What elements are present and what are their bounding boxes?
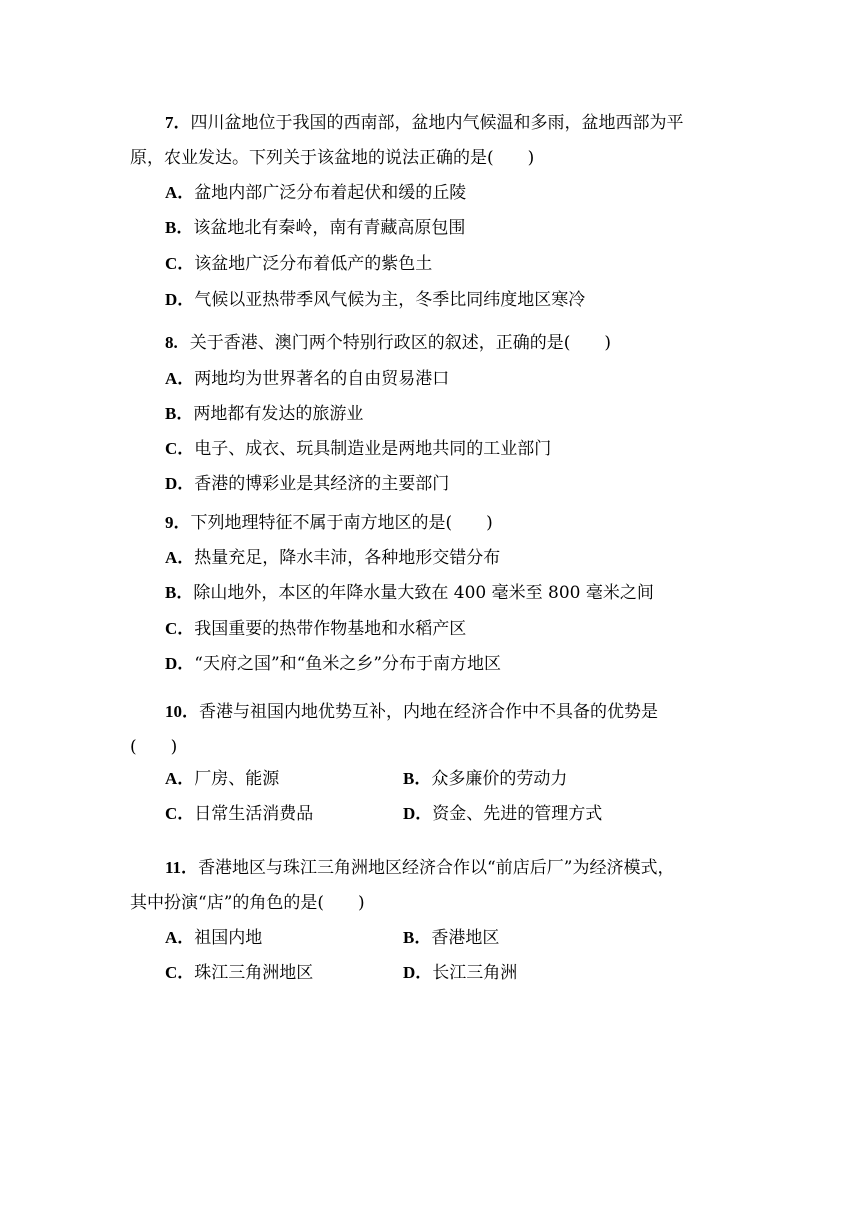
question-7-option-d[interactable] [165, 288, 585, 312]
question-10-option-a[interactable] [165, 767, 279, 791]
option-text: 众多廉价的劳动力 [431, 769, 568, 789]
option-letter: B． [403, 769, 432, 788]
option-letter: D． [403, 963, 433, 982]
question-7-stem [165, 111, 684, 135]
option-text: “天府之国”和“鱼米之乡”分布于南方地区 [194, 654, 502, 674]
option-text: 电子、成衣、玩具制造业是两地共同的工业部门 [194, 439, 552, 459]
option-text: 我国重要的热带作物基地和水稻产区 [194, 619, 467, 639]
option-text: 除山地外，本区的年降水量大致在 400 毫米至 800 毫米之间 [193, 583, 654, 603]
question-text: ( ) [130, 737, 178, 757]
question-10-stem [165, 700, 658, 724]
option-letter: A． [165, 928, 195, 947]
option-text: 两地都有发达的旅游业 [193, 404, 364, 424]
question-11-option-b[interactable] [403, 926, 499, 950]
question-9-option-a[interactable] [165, 546, 500, 570]
option-text: 盆地内部广泛分布着起伏和缓的丘陵 [194, 183, 467, 203]
question-9-option-b[interactable] [165, 581, 654, 605]
question-10-option-d[interactable] [403, 802, 602, 826]
option-letter: D． [165, 290, 195, 309]
option-letter: D． [165, 654, 195, 673]
option-text: 两地均为世界著名的自由贸易港口 [194, 369, 450, 389]
question-11-stem-cont [130, 891, 365, 915]
question-11-stem [165, 856, 674, 880]
option-letter: C． [165, 963, 195, 982]
question-9-option-c[interactable] [165, 617, 466, 641]
question-number: 11． [165, 858, 199, 877]
question-text: 下列地理特征不属于南方地区的是( ) [190, 513, 493, 533]
question-8-option-d[interactable] [165, 472, 449, 496]
question-10-option-c[interactable] [165, 802, 313, 826]
option-letter: C． [165, 254, 195, 273]
question-text: 其中扮演“店”的角色的是( ) [130, 893, 365, 913]
question-10-stem-cont [130, 735, 177, 759]
question-text: 香港地区与珠江三角洲地区经济合作以“前店后厂”为经济模式， [198, 858, 675, 878]
question-11-option-d[interactable] [403, 961, 517, 985]
question-9-stem [165, 511, 493, 535]
option-text: 厂房、能源 [194, 769, 280, 789]
option-text: 该盆地广泛分布着低产的紫色土 [194, 254, 433, 274]
question-9-option-d[interactable] [165, 652, 501, 676]
question-text: 关于香港、澳门两个特别行政区的叙述，正确的是( ) [189, 333, 612, 353]
question-8-option-c[interactable] [165, 437, 551, 461]
option-letter: A． [165, 183, 195, 202]
option-letter: B． [403, 928, 432, 947]
question-8-option-a[interactable] [165, 367, 449, 391]
question-7-option-c[interactable] [165, 252, 432, 276]
option-text: 香港地区 [431, 928, 500, 948]
question-7-option-b[interactable] [165, 216, 465, 240]
question-8-option-b[interactable] [165, 402, 363, 426]
question-7-stem-cont [130, 146, 534, 170]
option-letter: C． [165, 439, 195, 458]
question-text: 原，农业发达。下列关于该盆地的说法正确的是( ) [130, 148, 535, 168]
option-letter: A． [165, 369, 195, 388]
option-letter: D． [165, 474, 195, 493]
question-number: 8. [165, 333, 178, 352]
option-letter: B． [165, 404, 194, 423]
question-number: 9． [165, 513, 191, 532]
option-letter: A． [165, 769, 195, 788]
option-letter: C． [165, 619, 195, 638]
question-7-option-a[interactable] [165, 181, 466, 205]
option-text: 资金、先进的管理方式 [432, 804, 603, 824]
option-text: 气候以亚热带季风气候为主，冬季比同纬度地区寒冷 [194, 290, 586, 310]
option-text: 日常生活消费品 [194, 804, 314, 824]
option-letter: A． [165, 548, 195, 567]
question-10-option-b[interactable] [403, 767, 567, 791]
question-number: 7． [165, 113, 191, 132]
option-text: 该盆地北有秦岭，南有青藏高原包围 [193, 218, 466, 238]
option-text: 珠江三角洲地区 [194, 963, 314, 983]
option-text: 长江三角洲 [432, 963, 518, 983]
option-letter: D． [403, 804, 433, 823]
question-text: 香港与祖国内地优势互补，内地在经济合作中不具备的优势是 [199, 702, 658, 722]
option-text: 热量充足，降水丰沛，各种地形交错分布 [194, 548, 501, 568]
option-letter: B． [165, 583, 194, 602]
option-text: 祖国内地 [194, 928, 263, 948]
question-text: 四川盆地位于我国的西南部，盆地内气候温和多雨，盆地西部为平 [190, 113, 684, 133]
option-letter: C． [165, 804, 195, 823]
option-text: 香港的博彩业是其经济的主要部门 [194, 474, 450, 494]
option-letter: B． [165, 218, 194, 237]
question-11-option-a[interactable] [165, 926, 262, 950]
question-number: 10． [165, 702, 199, 721]
question-8-stem [165, 331, 611, 355]
question-11-option-c[interactable] [165, 961, 313, 985]
